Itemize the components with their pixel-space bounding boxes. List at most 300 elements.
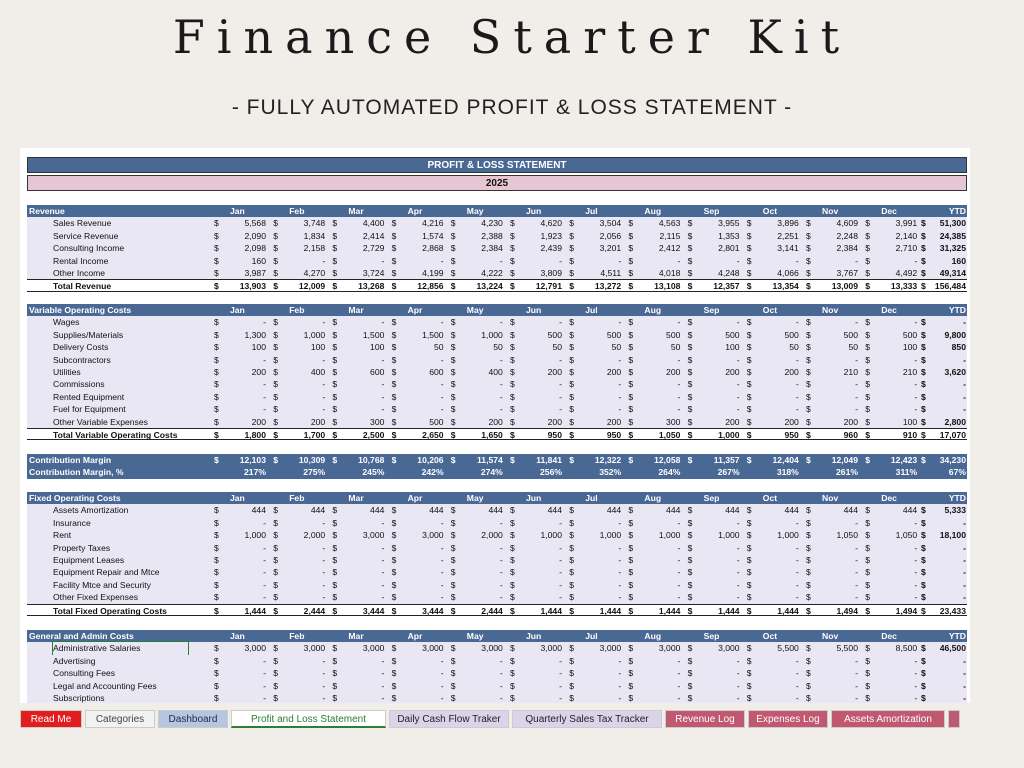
cell-value[interactable]: 3,000 <box>362 530 385 541</box>
cell-value[interactable]: - <box>559 693 562 703</box>
cell-value[interactable]: 950 <box>784 430 799 440</box>
cell-value[interactable]: - <box>322 391 326 402</box>
cell-value[interactable]: 4,216 <box>422 218 444 229</box>
cell-value[interactable]: - <box>677 354 681 365</box>
cell-value[interactable]: 950 <box>606 430 622 440</box>
cell-value[interactable]: - <box>736 517 740 528</box>
cell-value[interactable]: 200 <box>725 367 740 377</box>
cell-value[interactable]: 2,384 <box>836 243 858 254</box>
cell-value[interactable]: 4,199 <box>422 268 444 278</box>
cell-value[interactable]: - <box>381 379 385 390</box>
cell-value[interactable]: - <box>440 391 444 402</box>
cell-value[interactable]: 2,650 <box>422 430 444 440</box>
cell-value[interactable]: - <box>855 255 858 266</box>
cell-value[interactable]: 4,620 <box>540 218 562 229</box>
cell-value[interactable]: 1,494 <box>836 605 858 616</box>
cell-value[interactable]: - <box>499 517 503 528</box>
cell-value[interactable]: 4,270 <box>303 268 326 278</box>
cell-value[interactable]: 400 <box>488 367 503 377</box>
cell-value[interactable]: - <box>381 542 385 553</box>
cell-value[interactable]: 100 <box>310 342 326 353</box>
cell-value[interactable]: - <box>795 555 799 565</box>
cell-value[interactable]: - <box>795 379 799 390</box>
cell-value[interactable]: 12,058 <box>654 455 681 465</box>
cell-value[interactable]: - <box>677 317 681 328</box>
cell-value[interactable]: - <box>440 655 444 666</box>
cell-value[interactable]: - <box>677 255 681 266</box>
cell-value[interactable]: - <box>381 592 385 603</box>
cell-value[interactable]: - <box>559 555 562 565</box>
cell-value[interactable]: - <box>499 555 503 565</box>
cell-value[interactable]: - <box>263 379 266 390</box>
cell-value[interactable]: 1,000 <box>303 329 326 340</box>
cell-value[interactable]: 200 <box>784 416 799 427</box>
cell-value[interactable]: - <box>855 579 858 590</box>
cell-value[interactable]: 2,444 <box>303 605 326 616</box>
cell-value[interactable]: - <box>440 579 444 590</box>
cell-value[interactable]: - <box>440 542 444 553</box>
cell-value[interactable]: 13,333 <box>890 281 918 292</box>
cell-value[interactable]: 910 <box>902 430 918 440</box>
cell-value[interactable]: 3,955 <box>718 218 740 229</box>
cell-value[interactable]: 200 <box>606 416 622 427</box>
cell-value[interactable]: - <box>499 693 503 703</box>
cell-value[interactable]: 444 <box>429 505 444 516</box>
cell-value[interactable]: 500 <box>547 329 562 340</box>
cell-value[interactable]: 444 <box>547 505 562 516</box>
cell-value[interactable]: 2,000 <box>303 530 326 541</box>
cell-value[interactable]: - <box>263 404 266 415</box>
cell-value[interactable]: 1,444 <box>777 605 799 616</box>
cell-value[interactable]: 1,700 <box>303 430 326 440</box>
cell-value[interactable]: 1,353 <box>718 230 740 241</box>
cell-value[interactable]: - <box>618 567 622 578</box>
cell-value[interactable]: - <box>440 680 444 691</box>
ytd-value[interactable]: 49,314 <box>939 268 966 278</box>
cell-value[interactable]: 267% <box>717 467 740 478</box>
cell-value[interactable]: - <box>381 693 385 703</box>
cell-value[interactable]: 400 <box>310 367 326 377</box>
cell-value[interactable]: - <box>618 693 622 703</box>
cell-value[interactable]: - <box>914 517 918 528</box>
cell-value[interactable]: - <box>795 517 799 528</box>
ytd-value[interactable]: 9,800 <box>944 329 966 340</box>
cell-value[interactable]: - <box>795 317 799 328</box>
cell-value[interactable]: - <box>736 592 740 603</box>
cell-value[interactable]: 3,991 <box>895 218 918 229</box>
cell-value[interactable]: 50 <box>434 342 444 353</box>
cell-value[interactable]: - <box>322 680 326 691</box>
cell-value[interactable]: 200 <box>725 416 740 427</box>
cell-value[interactable]: - <box>855 693 858 703</box>
cell-value[interactable]: - <box>263 391 266 402</box>
cell-value[interactable]: 500 <box>666 329 681 340</box>
cell-value[interactable]: 3,000 <box>422 643 444 654</box>
cell-value[interactable]: - <box>795 668 799 679</box>
cell-value[interactable]: 10,768 <box>358 455 385 465</box>
cell-value[interactable]: - <box>736 579 740 590</box>
cell-value[interactable]: 100 <box>251 342 266 353</box>
cell-value[interactable]: 3,201 <box>599 243 622 254</box>
sheet-tab-assets-amortization[interactable]: Assets Amortization <box>831 710 945 728</box>
cell-value[interactable]: - <box>914 354 918 365</box>
cell-value[interactable]: - <box>795 592 799 603</box>
cell-value[interactable]: 3,000 <box>718 643 740 654</box>
cell-value[interactable]: - <box>322 579 326 590</box>
cell-value[interactable]: 1,000 <box>718 430 740 440</box>
cell-value[interactable]: - <box>499 404 503 415</box>
cell-value[interactable]: 200 <box>666 367 681 377</box>
cell-value[interactable]: - <box>855 668 858 679</box>
cell-value[interactable]: 3,767 <box>836 268 858 278</box>
cell-value[interactable]: 200 <box>843 416 858 427</box>
cell-value[interactable]: - <box>855 354 858 365</box>
cell-value[interactable]: - <box>914 567 918 578</box>
cell-value[interactable]: 1,834 <box>303 230 326 241</box>
cell-value[interactable]: - <box>736 379 740 390</box>
ytd-value[interactable]: 3,620 <box>944 367 966 377</box>
cell-value[interactable]: - <box>795 404 799 415</box>
cell-value[interactable]: - <box>322 567 326 578</box>
cell-value[interactable]: - <box>914 579 918 590</box>
cell-value[interactable]: - <box>855 517 858 528</box>
cell-value[interactable]: 217% <box>244 467 266 478</box>
cell-value[interactable]: 444 <box>606 505 622 516</box>
sheet-tab-dashboard[interactable]: Dashboard <box>158 710 228 728</box>
cell-value[interactable]: - <box>618 592 622 603</box>
cell-value[interactable]: 50 <box>848 342 858 353</box>
cell-value[interactable]: - <box>677 555 681 565</box>
cell-value[interactable]: 4,066 <box>777 268 799 278</box>
cell-value[interactable]: 2,140 <box>895 230 918 241</box>
cell-value[interactable]: - <box>618 668 622 679</box>
cell-value[interactable]: 1,444 <box>244 605 266 616</box>
cell-value[interactable]: 3,000 <box>244 643 266 654</box>
cell-value[interactable]: - <box>914 317 918 328</box>
cell-value[interactable]: - <box>322 693 326 703</box>
ytd-value[interactable]: 156,484 <box>934 281 966 292</box>
cell-value[interactable]: - <box>618 680 622 691</box>
cell-value[interactable]: 3,724 <box>362 268 385 278</box>
cell-value[interactable]: - <box>795 680 799 691</box>
cell-value[interactable]: 4,609 <box>836 218 858 229</box>
cell-value[interactable]: 352% <box>599 467 622 478</box>
cell-value[interactable]: 13,108 <box>654 281 681 292</box>
ytd-value[interactable]: 160 <box>951 255 966 266</box>
cell-value[interactable]: 2,248 <box>836 230 858 241</box>
cell-value[interactable]: 1,923 <box>540 230 562 241</box>
cell-value[interactable]: 200 <box>547 367 562 377</box>
cell-value[interactable]: - <box>677 655 681 666</box>
cell-value[interactable]: - <box>795 655 799 666</box>
cell-value[interactable]: 1,000 <box>599 530 622 541</box>
cell-value[interactable]: - <box>559 391 562 402</box>
sheet-tab-quarterly-sales-tax-tracker[interactable]: Quarterly Sales Tax Tracker <box>512 710 662 728</box>
cell-value[interactable]: 13,354 <box>772 281 799 292</box>
cell-value[interactable]: 1,300 <box>244 329 266 340</box>
cell-value[interactable]: - <box>322 517 326 528</box>
cell-value[interactable]: - <box>677 592 681 603</box>
cell-value[interactable]: - <box>381 317 385 328</box>
cell-value[interactable]: - <box>618 379 622 390</box>
cell-value[interactable]: - <box>618 255 622 266</box>
cell-value[interactable]: 5,500 <box>777 643 799 654</box>
cell-value[interactable]: 1,800 <box>244 430 266 440</box>
cell-value[interactable]: - <box>736 655 740 666</box>
cell-value[interactable]: 1,650 <box>481 430 503 440</box>
cell-value[interactable]: - <box>322 255 326 266</box>
cell-value[interactable]: - <box>736 255 740 266</box>
cell-value[interactable]: - <box>559 680 562 691</box>
cell-value[interactable]: - <box>618 542 622 553</box>
cell-value[interactable]: - <box>559 668 562 679</box>
cell-value[interactable]: - <box>855 542 858 553</box>
cell-value[interactable]: - <box>263 517 266 528</box>
cell-value[interactable]: - <box>499 542 503 553</box>
ytd-value[interactable]: 17,070 <box>939 430 966 440</box>
cell-value[interactable]: 13,009 <box>831 281 858 292</box>
cell-value[interactable]: - <box>322 555 326 565</box>
cell-value[interactable]: - <box>736 555 740 565</box>
cell-value[interactable]: - <box>914 391 918 402</box>
cell-value[interactable]: 300 <box>370 416 385 427</box>
cell-value[interactable]: 1,000 <box>481 329 503 340</box>
ytd-value[interactable]: - <box>963 379 966 390</box>
cell-value[interactable]: - <box>736 542 740 553</box>
cell-value[interactable]: - <box>499 655 503 666</box>
cell-value[interactable]: - <box>618 404 622 415</box>
cell-value[interactable]: 4,018 <box>658 268 681 278</box>
cell-value[interactable]: - <box>677 542 681 553</box>
cell-value[interactable]: 4,248 <box>718 268 740 278</box>
cell-value[interactable]: 2,868 <box>422 243 444 254</box>
cell-value[interactable]: 500 <box>843 329 858 340</box>
cell-value[interactable]: - <box>440 693 444 703</box>
cell-value[interactable]: - <box>736 567 740 578</box>
ytd-value[interactable]: 51,300 <box>939 218 966 229</box>
cell-value[interactable]: - <box>499 379 503 390</box>
cell-value[interactable]: 256% <box>540 467 562 478</box>
ytd-value[interactable]: - <box>963 542 966 553</box>
cell-value[interactable]: - <box>914 592 918 603</box>
cell-value[interactable]: 3,987 <box>244 268 266 278</box>
cell-value[interactable]: 12,322 <box>594 455 622 465</box>
cell-value[interactable]: - <box>499 567 503 578</box>
cell-value[interactable]: - <box>381 354 385 365</box>
cell-value[interactable]: 300 <box>666 416 681 427</box>
cell-value[interactable]: 200 <box>310 416 326 427</box>
ytd-value[interactable]: - <box>963 592 966 603</box>
sheet-tab-daily-cash-flow-traker[interactable]: Daily Cash Flow Traker <box>389 710 509 728</box>
cell-value[interactable]: 2,056 <box>599 230 622 241</box>
cell-value[interactable]: - <box>618 555 622 565</box>
cell-value[interactable]: 10,309 <box>298 455 326 465</box>
cell-value[interactable]: 13,272 <box>594 281 622 292</box>
cell-value[interactable]: - <box>914 555 918 565</box>
cell-value[interactable]: 2,384 <box>481 243 503 254</box>
cell-value[interactable]: - <box>499 255 503 266</box>
cell-value[interactable]: 1,444 <box>718 605 740 616</box>
cell-value[interactable]: - <box>263 655 266 666</box>
cell-value[interactable]: 200 <box>488 416 503 427</box>
cell-value[interactable]: 4,563 <box>658 218 681 229</box>
cell-value[interactable]: 100 <box>902 416 918 427</box>
cell-value[interactable]: 210 <box>902 367 918 377</box>
ytd-value[interactable]: 2,800 <box>944 416 966 427</box>
cell-value[interactable]: - <box>677 567 681 578</box>
cell-value[interactable]: 600 <box>429 367 444 377</box>
cell-value[interactable]: - <box>795 391 799 402</box>
ytd-value[interactable]: 18,100 <box>939 530 966 541</box>
ytd-value[interactable]: 5,333 <box>944 505 966 516</box>
cell-value[interactable]: - <box>263 542 266 553</box>
ytd-value[interactable]: 850 <box>951 342 966 353</box>
cell-value[interactable]: 2,115 <box>659 230 681 241</box>
cell-value[interactable]: - <box>914 255 918 266</box>
cell-value[interactable]: - <box>677 579 681 590</box>
cell-value[interactable]: - <box>914 655 918 666</box>
cell-value[interactable]: 3,000 <box>422 530 444 541</box>
cell-value[interactable]: 100 <box>725 342 740 353</box>
cell-value[interactable]: - <box>440 354 444 365</box>
cell-value[interactable]: 3,896 <box>777 218 799 229</box>
cell-value[interactable]: 50 <box>670 342 681 353</box>
cell-value[interactable]: - <box>263 579 266 590</box>
cell-value[interactable]: - <box>322 592 326 603</box>
cell-value[interactable]: 10,206 <box>417 455 444 465</box>
cell-value[interactable]: - <box>322 668 326 679</box>
cell-value[interactable]: 12,423 <box>890 455 918 465</box>
cell-value[interactable]: - <box>855 680 858 691</box>
cell-value[interactable]: - <box>618 517 622 528</box>
cell-value[interactable]: 500 <box>725 329 740 340</box>
cell-value[interactable]: 261% <box>836 467 858 478</box>
cell-value[interactable]: - <box>795 567 799 578</box>
cell-value[interactable]: 264% <box>658 467 681 478</box>
cell-value[interactable]: - <box>914 668 918 679</box>
cell-value[interactable]: - <box>736 354 740 365</box>
cell-value[interactable]: 1,574 <box>422 230 444 241</box>
cell-value[interactable]: - <box>381 567 385 578</box>
cell-value[interactable]: 5,568 <box>244 218 266 229</box>
cell-value[interactable]: 1,444 <box>658 605 681 616</box>
cell-value[interactable]: 2,439 <box>540 243 562 254</box>
cell-value[interactable]: - <box>855 567 858 578</box>
cell-value[interactable]: 1,050 <box>836 530 858 541</box>
cell-value[interactable]: - <box>855 379 858 390</box>
cell-value[interactable]: 1,050 <box>658 430 681 440</box>
cell-value[interactable]: 3,000 <box>599 643 622 654</box>
cell-value[interactable]: - <box>795 542 799 553</box>
cell-value[interactable]: - <box>381 655 385 666</box>
cell-value[interactable]: 1,000 <box>540 530 562 541</box>
sheet-tab-categories[interactable]: Categories <box>85 710 155 728</box>
ytd-value[interactable]: 46,500 <box>939 643 966 654</box>
cell-value[interactable]: - <box>559 567 562 578</box>
sheet-tab-read-me[interactable]: Read Me <box>20 710 82 728</box>
ytd-value[interactable]: - <box>963 317 966 328</box>
cell-value[interactable]: 311% <box>895 467 918 478</box>
cell-value[interactable]: - <box>559 579 562 590</box>
cell-value[interactable]: 2,500 <box>362 430 385 440</box>
cell-value[interactable]: - <box>855 404 858 415</box>
ytd-value[interactable]: - <box>963 567 966 578</box>
cell-value[interactable]: - <box>855 655 858 666</box>
cell-value[interactable]: 12,404 <box>772 455 799 465</box>
cell-value[interactable]: 3,000 <box>658 643 681 654</box>
cell-value[interactable]: - <box>499 668 503 679</box>
cell-value[interactable]: - <box>322 317 326 328</box>
cell-value[interactable]: 210 <box>843 367 858 377</box>
cell-value[interactable]: - <box>618 391 622 402</box>
ytd-value[interactable]: 24,385 <box>939 230 966 241</box>
sheet-tab-expenses-log[interactable]: Expenses Log <box>748 710 828 728</box>
cell-value[interactable]: - <box>263 354 266 365</box>
cell-value[interactable]: 444 <box>370 505 385 516</box>
cell-value[interactable]: - <box>855 317 858 328</box>
cell-value[interactable]: 600 <box>370 367 385 377</box>
cell-value[interactable]: - <box>914 404 918 415</box>
cell-value[interactable]: 2,090 <box>244 230 266 241</box>
cell-value[interactable]: 500 <box>606 329 622 340</box>
cell-value[interactable]: - <box>440 567 444 578</box>
cell-value[interactable]: - <box>263 317 266 328</box>
cell-value[interactable]: - <box>440 555 444 565</box>
sheet-tab-revenue-log[interactable]: Revenue Log <box>665 710 745 728</box>
cell-value[interactable]: 12,103 <box>239 455 266 465</box>
cell-value[interactable]: 100 <box>370 342 385 353</box>
cell-value[interactable]: - <box>440 317 444 328</box>
cell-value[interactable]: 500 <box>902 329 918 340</box>
cell-value[interactable]: - <box>263 567 266 578</box>
cell-value[interactable]: 3,000 <box>481 643 503 654</box>
cell-value[interactable]: - <box>559 592 562 603</box>
cell-value[interactable]: - <box>263 668 266 679</box>
cell-value[interactable]: 13,268 <box>358 281 385 292</box>
cell-value[interactable]: - <box>263 680 266 691</box>
cell-value[interactable]: 1,000 <box>658 530 681 541</box>
cell-value[interactable]: - <box>736 668 740 679</box>
cell-value[interactable]: 500 <box>429 416 444 427</box>
cell-value[interactable]: - <box>381 555 385 565</box>
cell-value[interactable]: 3,000 <box>540 643 562 654</box>
ytd-value[interactable]: - <box>963 404 966 415</box>
cell-value[interactable]: 13,224 <box>476 281 503 292</box>
cell-value[interactable]: 444 <box>725 505 740 516</box>
cell-value[interactable]: - <box>677 404 681 415</box>
cell-value[interactable]: - <box>440 517 444 528</box>
cell-value[interactable]: - <box>618 317 622 328</box>
cell-value[interactable]: 1,500 <box>362 329 385 340</box>
cell-value[interactable]: 950 <box>547 430 562 440</box>
cell-value[interactable]: - <box>795 354 799 365</box>
cell-value[interactable]: - <box>381 391 385 402</box>
ytd-value[interactable]: 67% <box>948 467 966 478</box>
cell-value[interactable]: 500 <box>784 329 799 340</box>
cell-value[interactable]: - <box>440 668 444 679</box>
cell-value[interactable]: 200 <box>547 416 562 427</box>
cell-value[interactable]: 3,444 <box>422 605 444 616</box>
ytd-value[interactable]: - <box>963 668 966 679</box>
cell-value[interactable]: 4,511 <box>600 268 622 278</box>
cell-value[interactable]: 3,444 <box>362 605 385 616</box>
cell-value[interactable]: - <box>677 391 681 402</box>
cell-value[interactable]: 1,050 <box>895 530 918 541</box>
cell-value[interactable]: 2,710 <box>895 243 918 254</box>
cell-value[interactable]: - <box>322 542 326 553</box>
cell-value[interactable]: - <box>322 404 326 415</box>
cell-value[interactable]: - <box>381 255 385 266</box>
